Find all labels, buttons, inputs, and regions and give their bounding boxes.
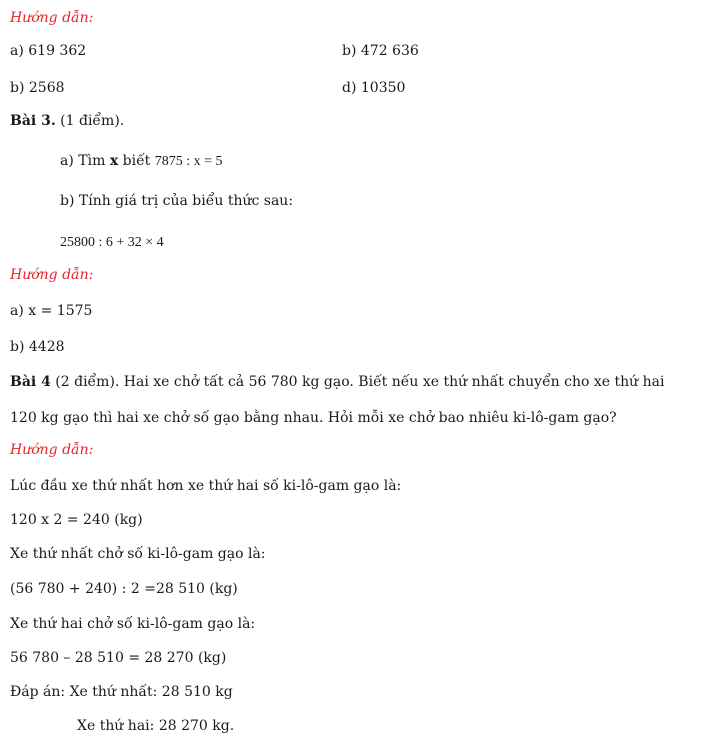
guide-label-2: Hướng dẫn: — [10, 267, 94, 283]
guide-label-3: Hướng dẫn: — [10, 442, 94, 458]
bai3-question-b: b) Tính giá trị của biểu thức sau: — [60, 193, 294, 209]
solution-line-5: Xe thứ hai chở số ki-lô-gam gạo là: — [10, 616, 256, 632]
solution-line-3: Xe thứ nhất chở số ki-lô-gam gạo là: — [10, 546, 266, 562]
bai4-line1 — [10, 373, 664, 391]
qa-var: x — [109, 153, 119, 169]
answer-a: a) 619 362 — [10, 43, 87, 59]
solution-line-2: 120 x 2 = 240 (kg) — [10, 512, 143, 528]
bai4-title: Bài 4 — [10, 374, 51, 390]
bai3-expression: 25800 : 6 + 32 × 4 — [60, 235, 164, 250]
solution-line-6: 56 780 – 28 510 = 28 270 (kg) — [10, 650, 227, 666]
solution-line-1: Lúc đầu xe thứ nhất hơn xe thứ hai số ki-lô-gam gạo là: — [10, 478, 402, 494]
solution-line-4: (56 780 + 240) : 2 =28 510 (kg) — [10, 581, 238, 597]
answer-b: b) 472 636 — [342, 43, 419, 59]
bai4-line2: 120 kg gạo thì hai xe chở số gạo bằng nhau. Hỏi mỗi xe chở bao nhiêu ki-lô-gam gạo? — [10, 410, 617, 426]
qa-prefix: a) Tìm — [60, 153, 106, 169]
qa-mid: biết — [122, 153, 151, 169]
bai3-points: (1 điểm). — [60, 113, 125, 129]
bai4-line1-rest: (2 điểm). Hai xe chở tất cả 56 780 kg gạo. Biết nếu xe thứ nhất chuyển cho xe thứ hai — [55, 374, 665, 390]
bai3-title: Bài 3. — [10, 113, 56, 129]
bai3-answer-b: b) 4428 — [10, 339, 65, 355]
answer-c: b) 2568 — [10, 80, 65, 96]
bai3-question-a — [60, 152, 223, 171]
guide-label-1: Hướng dẫn: — [10, 10, 94, 26]
solution-line-7: Đáp án: Xe thứ nhất: 28 510 kg — [10, 684, 233, 700]
answer-d: d) 10350 — [342, 80, 406, 96]
qa-expr: 7875 : x = 5 — [154, 154, 223, 169]
solution-line-8: Xe thứ hai: 28 270 kg. — [77, 718, 235, 734]
bai3-heading — [10, 112, 124, 130]
bai3-answer-a: a) x = 1575 — [10, 303, 93, 319]
